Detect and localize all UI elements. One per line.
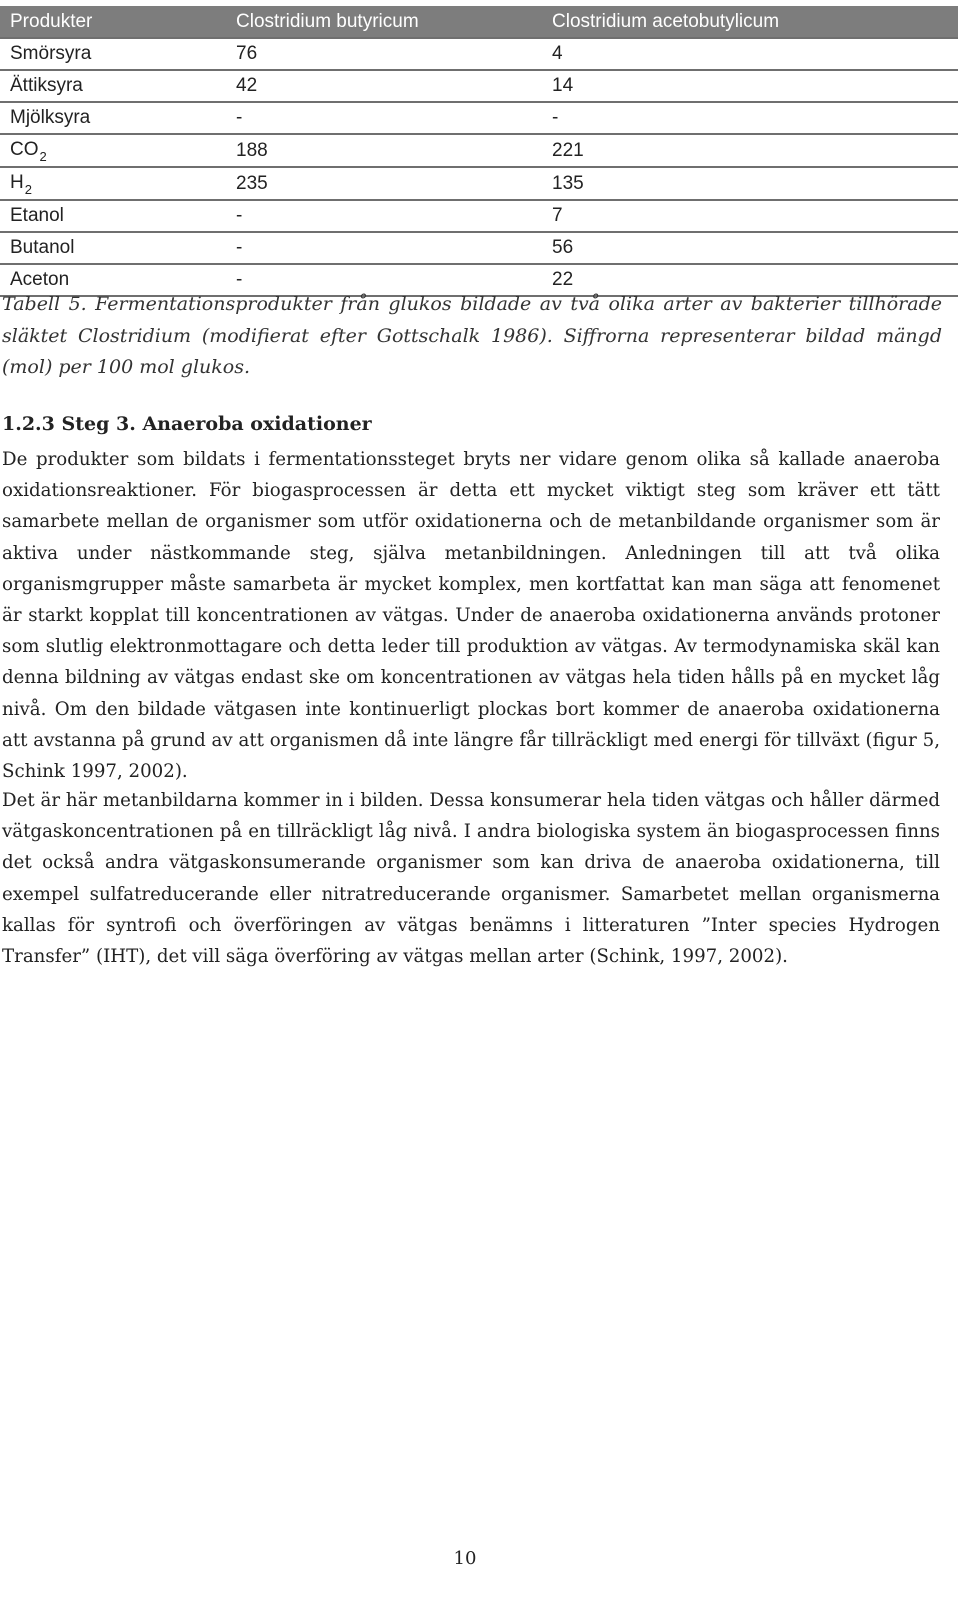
subscript: 2 [39,149,47,164]
butyricum-value: 188 [226,134,542,167]
butyricum-value: - [226,232,542,264]
product-name: Ättiksyra [10,75,83,96]
acetobutylicum-value: 4 [542,38,958,70]
product-cell [0,70,226,102]
table-row [0,232,958,264]
product-cell [0,200,226,232]
product-cell [0,102,226,134]
table-header-row [0,6,958,38]
acetobutylicum-value: 221 [542,134,958,167]
product-name: H [10,172,24,193]
acetobutylicum-value: 56 [542,232,958,264]
butyricum-value: - [226,102,542,134]
product-name: Aceton [10,269,70,290]
product-cell [0,167,226,200]
header-clostridium-butyricum: Clostridium butyricum [226,6,542,38]
header-clostridium-acetobutylicum: Clostridium acetobutylicum [542,6,958,38]
product-cell [0,232,226,264]
product-name: Mjölksyra [10,107,91,128]
product-cell [0,38,226,70]
table-row [0,200,958,232]
table-row [0,167,958,200]
section-heading: 1.2.3 Steg 3. Anaeroba oxidationer [2,413,372,435]
table-row [0,134,958,167]
product-cell [0,134,226,167]
product-name: Smörsyra [10,43,92,64]
product-name: CO [10,139,39,160]
acetobutylicum-value: 14 [542,70,958,102]
butyricum-value: 42 [226,70,542,102]
product-name: Butanol [10,237,75,258]
header-produkter: Produkter [0,6,226,38]
butyricum-value: - [226,200,542,232]
acetobutylicum-value: 7 [542,200,958,232]
butyricum-value: - [226,264,542,296]
table-row [0,38,958,70]
acetobutylicum-value: 135 [542,167,958,200]
butyricum-value: 235 [226,167,542,200]
product-name: Etanol [10,205,64,226]
butyricum-value: 76 [226,38,542,70]
table-caption: Tabell 5. Fermentationsprodukter från glukos bildade av två olika arter av bakterier tillhörade släktet Clostridium (modifierat efter Gottschalk 1986). Siffrorna representerar bildad mängd (mol) per 100 mol glukos. [2,293,942,378]
body-paragraph: Det är här metanbildarna kommer in i bilden. Dessa konsumerar hela tiden vätgas och håller därmed vätgaskoncentrationen på en tillräckligt låg nivå. I andra biologiska system än biogasprocessen finns det också andra vätgaskonsumerande organismer som kan driva de anaeroba oxidationerna, till exempel sulfatreducerande eller nitratreducerande organismer. Samarbetet mellan organismerna kallas för syntrofi och överföringen av vätgas benämns i litteraturen ”Inter species Hydrogen Transfer” (IHT), det vill säga överföring av vätgas mellan arter (Schink, 1997, 2002). [2,790,940,968]
table-row [0,70,958,102]
fermentation-products-table [0,6,958,297]
body-paragraph: De produkter som bildats i fermentationssteget bryts ner vidare genom olika så kallade anaeroba oxidationsreaktioner. För biogasprocessen är detta ett mycket viktigt steg som kräver ett tätt samarbete mellan de organismer som utför oxidationerna och de metanbildande organismer som är aktiva under nästkommande steg, själva metanbildningen. Anledningen till att två olika organismgrupper måste samarbeta är mycket komplex, men kortfattat kan man säga att fenomenet är starkt kopplat till koncentrationen av vätgas. Under de anaeroba oxidationerna används protoner som slutlig elektronmottagare och detta leder till produktion av vätgas. Av termodynamiska skäl kan denna bildning av vätgas endast ske om koncentrationen av vätgas hela tiden hålls på en mycket låg nivå. Om den bildade vätgasen inte kontinuerligt plockas bort kommer de anaeroba oxidationerna att avstanna på grund av att organismen då inte längre får tillräckligt med energi för tillväxt (figur 5, Schink 1997, 2002). [2,449,940,783]
acetobutylicum-value: - [542,102,958,134]
page-number: 10 [453,1548,477,1569]
acetobutylicum-value: 22 [542,264,958,296]
subscript: 2 [24,182,32,197]
table-row [0,102,958,134]
